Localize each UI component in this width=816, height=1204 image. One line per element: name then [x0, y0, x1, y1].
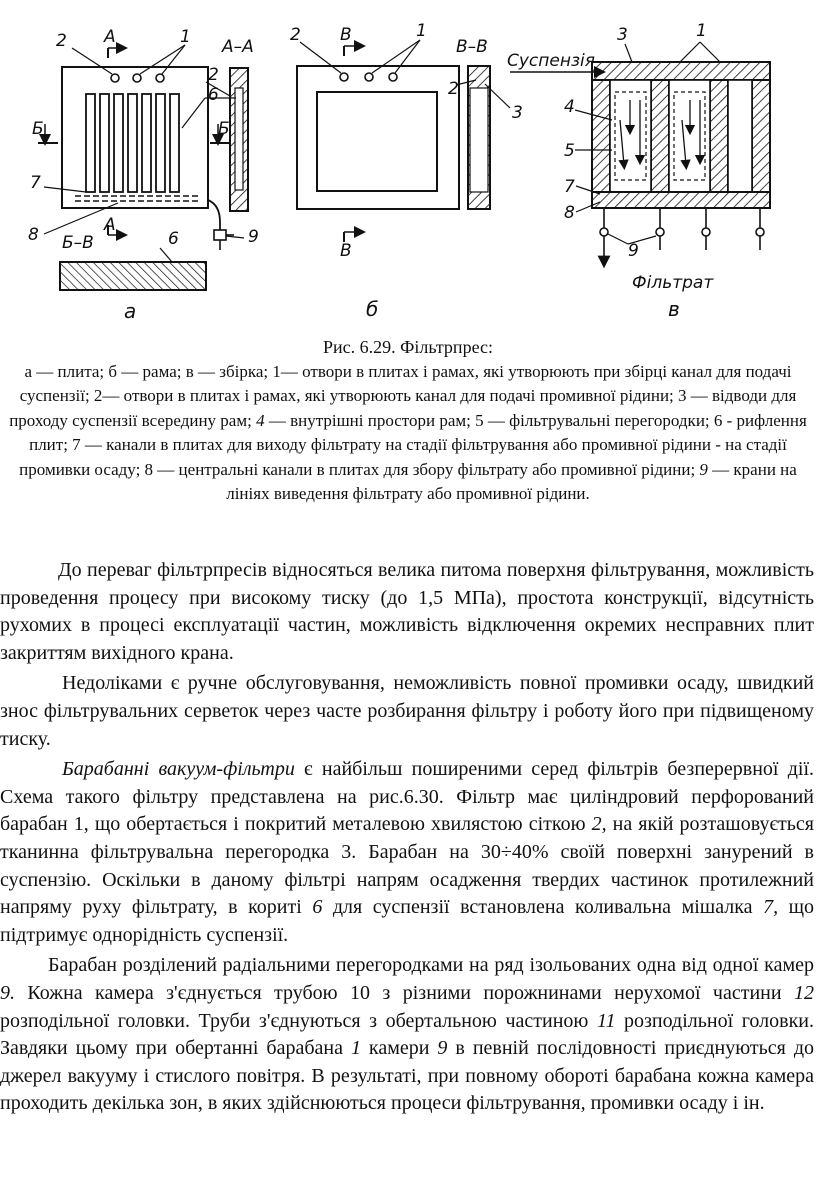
label-sub-b: б: [366, 297, 379, 321]
label-6-a2: 6: [168, 229, 179, 249]
p4-text-e: камери: [360, 1037, 438, 1060]
caption-text-1: а — плита; б — рама; в — збірка; 1— отвори в плитах і рамах, які утворюють при збірці канал для подачі суспензії; 2— отвори в плитах і рамах, які утворюють канал для подачі промивної рідини; 3 — відводи для проходу суспензії всередину рам;: [9, 361, 797, 430]
label-section-a-top: А: [104, 27, 116, 47]
label-2-a: 2: [56, 31, 67, 51]
p3-italic-2: 2,: [591, 813, 607, 836]
p4-italic-9: 9.: [0, 981, 15, 1004]
p4-text-a: Барабан розділений радіальними перегородками на ряд ізольованих одна від одної камер: [48, 954, 814, 977]
assembly-drawing: [510, 42, 770, 262]
label-bv-title: Б–В: [62, 233, 94, 253]
p4-italic-1: 1: [350, 1037, 361, 1060]
paragraph-drum-filters: [0, 756, 814, 949]
label-5-v: 5: [564, 141, 575, 161]
label-8-a: 8: [28, 225, 39, 245]
label-3-b: 3: [512, 103, 523, 123]
label-filtrate: Фільтрат: [632, 273, 714, 293]
term-drum-vacuum-filters: Барабанні вакуум-фільтри: [62, 758, 295, 781]
label-2-b2: 2: [448, 79, 459, 99]
p3-italic-6: 6: [312, 896, 323, 919]
paragraph-disadvantages: Недоліками є ручне обслуговування, неможливість повної промивки осаду, швидкий знос фільтрувальних серветок через часте розбирання фільтру і роботу його при підвищеному тиску.: [0, 672, 814, 750]
p3-text-a: є найбільш поширеними серед фільтрів безперервної дії. Схема такого фільтру представлена на рис.6.30. Фільтр має циліндровий перфорований барабан 1, що обертається і покритий металевою хвилястою сіткою: [0, 758, 815, 836]
label-1-v: 1: [696, 21, 707, 41]
label-1-a: 1: [180, 27, 191, 47]
p3-text-b: на якій розташовується тканинна фільтрувальна перегородка 3. Барабан на 30÷40% своїй поверхні занурений в суспензію. Оскільки в даному фільтрі напрям осадження твердих частинок протилежний напряму руху фільтрату, в кориті: [0, 813, 814, 919]
frame-drawing: [297, 40, 510, 242]
p3-italic-7: 7,: [763, 896, 779, 919]
label-9-a: 9: [248, 227, 259, 247]
caption-italic-4: 4: [256, 410, 265, 430]
p3-text-c: для суспензії встановлена коливальна мішалка: [322, 896, 764, 919]
label-section-b-right: Б: [218, 119, 230, 139]
caption-title: Рис. 6.29. Фільтрпрес:: [322, 337, 493, 357]
label-sub-a: а: [124, 299, 137, 323]
label-suspension: Суспензія: [507, 51, 595, 71]
label-sub-v: в: [668, 297, 680, 321]
paragraph-drum-chambers: [0, 952, 814, 1118]
caption-text-3: — крани на лініях виведення фільтрату або промивної рідини.: [226, 459, 797, 503]
label-2-a2: 2: [208, 65, 219, 85]
label-1-b: 1: [416, 21, 427, 41]
label-3-v: 3: [617, 25, 628, 45]
p4-text-b: Кожна камера з'єднується трубою 10 з різними порожнинами нерухомої частини: [15, 981, 794, 1004]
p4-text-d: розподільної головки. Завдяки цьому при обертанні барабана: [0, 1009, 815, 1060]
p3-text-d: що підтримує однорідність суспензії.: [0, 896, 814, 946]
label-4-v: 4: [564, 97, 575, 117]
body-text: [0, 557, 814, 1118]
label-2-b: 2: [290, 25, 301, 45]
paragraph-advantages: До переваг фільтрпресів відносяться велика питома поверхня фільтрування, можливість проведення процесу при високому тиску (до 1,5 МПа), простота конструкції, відсутність рухомих в процесі експлуатації частин, можливість відключення окремих несправних плит закриттям вихідного крана.: [0, 559, 814, 664]
caption-italic-9: 9: [699, 459, 708, 479]
label-7-a: 7: [30, 173, 41, 193]
caption-text-2: — внутрішні простори рам; 5 — фільтрувальні перегородки; 6 - рифлення плит; 7 — канали в плитах для виходу фільтрату на стадії фільтрування або промивної рідини - на стадії промивки осаду; 8 — центральні канали в плитах для збору фільтрату або промивної рідини;: [19, 410, 807, 479]
label-section-b-left: Б: [32, 119, 44, 139]
label-8-v: 8: [564, 203, 575, 223]
label-section-v-top: В: [340, 25, 352, 45]
label-7-v: 7: [564, 177, 575, 197]
p4-italic-11: 11: [596, 1009, 616, 1032]
p4-italic-9b: 9: [437, 1037, 448, 1060]
figure-filter-press: [0, 0, 816, 330]
label-vv-title: В–В: [456, 37, 488, 57]
label-section-v-bottom: В: [340, 241, 352, 261]
label-section-a-bottom: А: [104, 215, 116, 235]
label-9-v: 9: [628, 241, 639, 261]
p4-text-c: розподільної головки. Труби з'єднуються з обертальною частиною: [0, 1009, 597, 1032]
figure-caption: [6, 335, 810, 507]
label-aa-title: А–А: [222, 37, 254, 57]
label-6-a: 6: [208, 85, 219, 105]
p4-italic-12: 12: [794, 981, 814, 1004]
p4-text-f: в певній послідовності приєднуються до джерел вакууму і стислого повітря. В результаті, при повному обороті барабана кожна камера проходить декілька зон, в яких здійснюються процеси фільтрування, промивки осаду і ін.: [0, 1037, 814, 1115]
